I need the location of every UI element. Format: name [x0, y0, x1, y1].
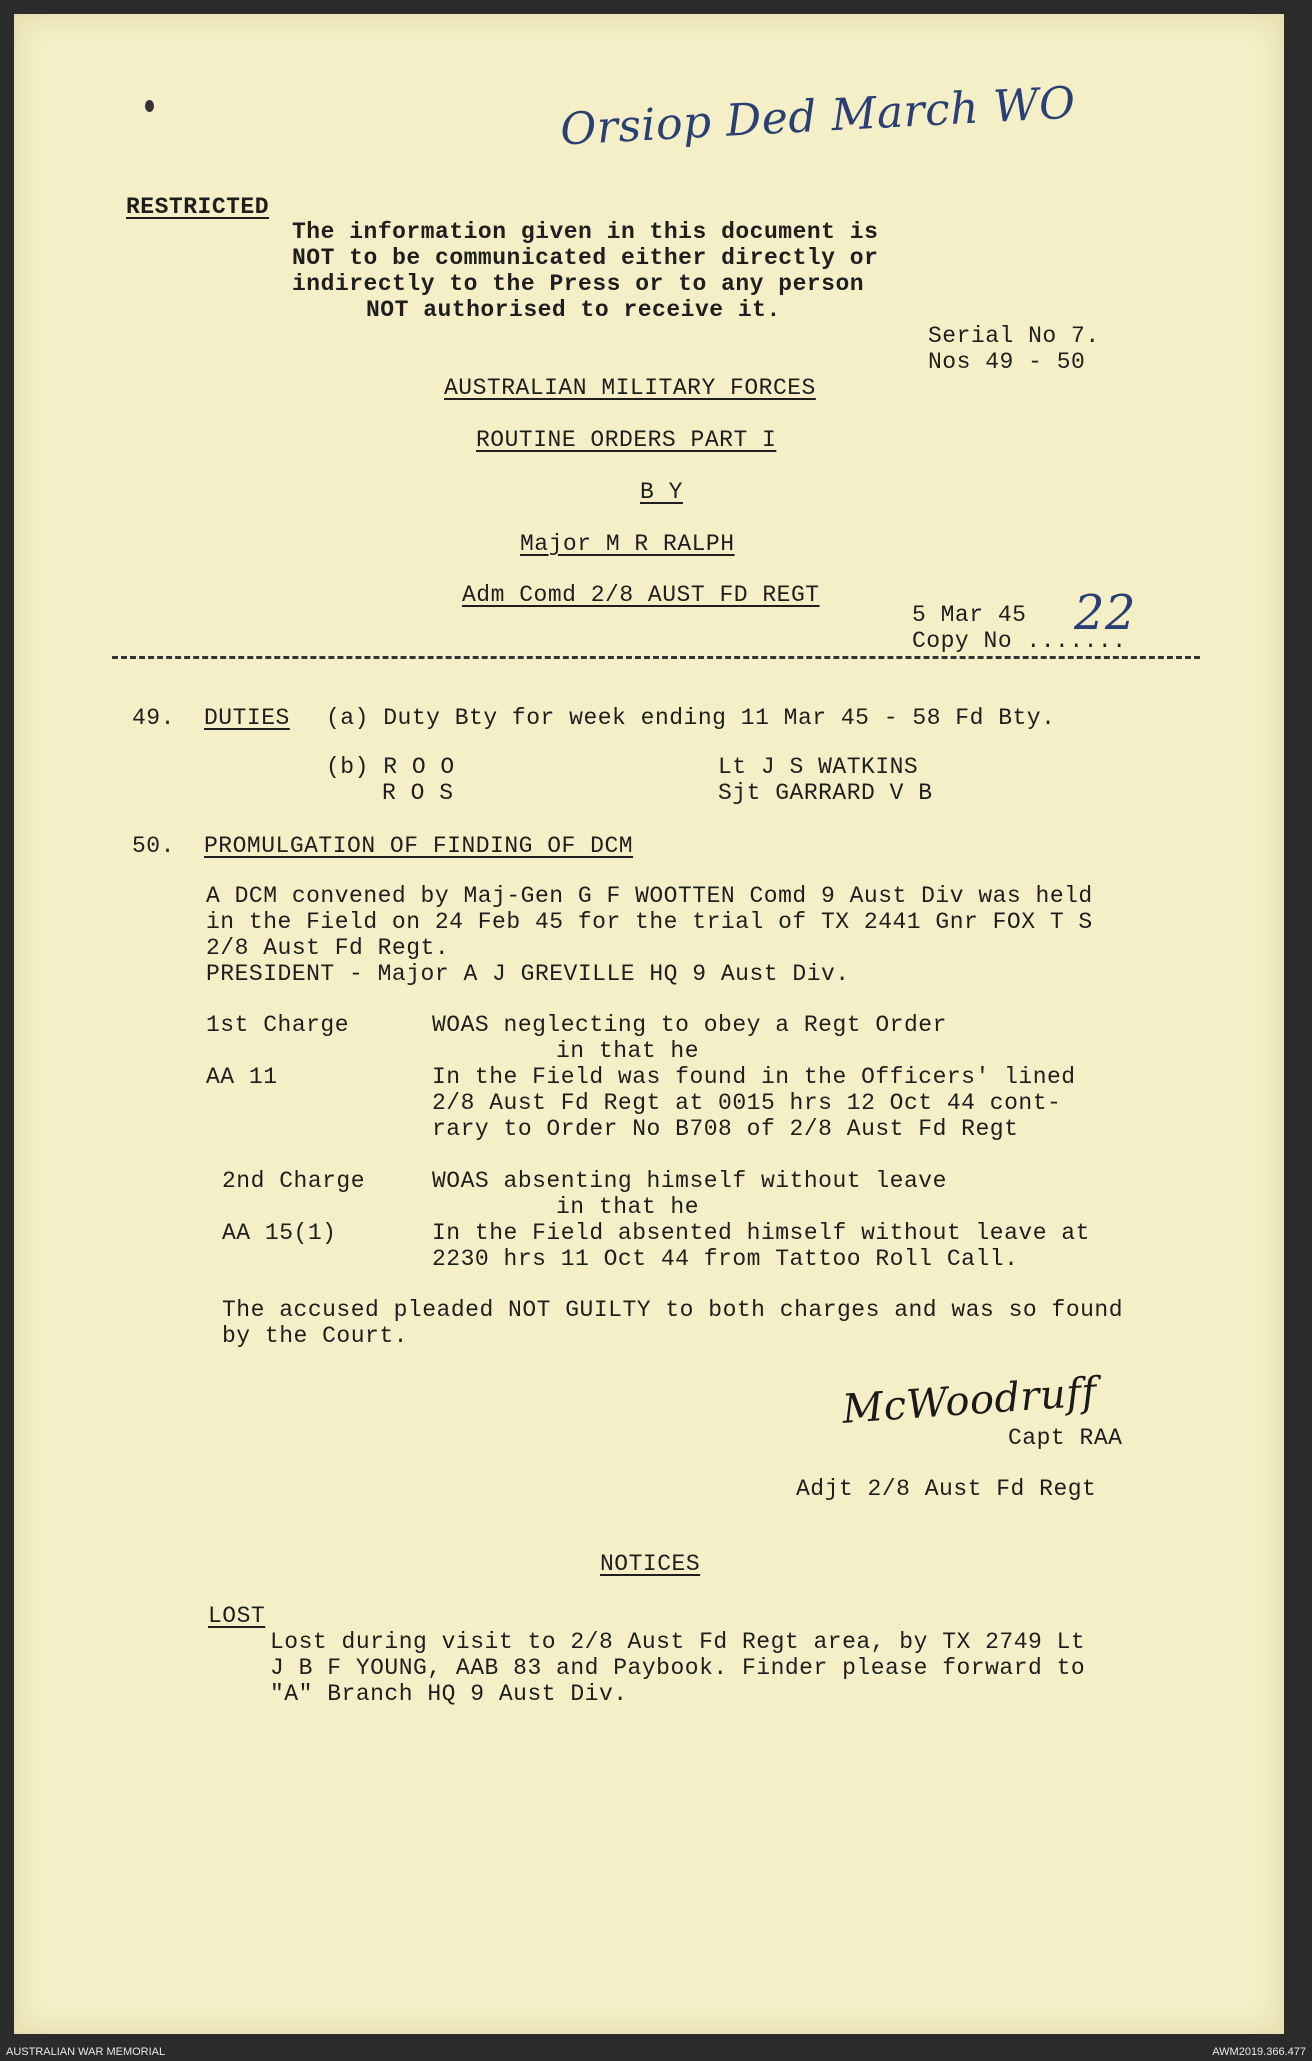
caveat-line-1: The information given in this document is — [292, 219, 879, 245]
signature: McWoodruff — [840, 1369, 1099, 1433]
order-numbers: Nos 49 - 50 — [928, 349, 1086, 375]
finding-line-1: The accused pleaded NOT GUILTY to both charges and was so found — [222, 1297, 1124, 1323]
order-49-item-a: (a) Duty Bty for week ending 11 Mar 45 - 58 Fd Bty. — [326, 705, 1056, 731]
command-line: Adm Comd 2/8 AUST FD REGT — [462, 582, 820, 608]
charge-2-section: AA 15(1) — [222, 1220, 337, 1246]
document-title: ROUTINE ORDERS PART I — [476, 427, 777, 453]
handwritten-note: Orsiop Ded March WO — [558, 77, 1077, 156]
charge-2-line-2: in that he — [556, 1194, 700, 1220]
charge-1-section: AA 11 — [206, 1064, 278, 1090]
lost-text-3: "A" Branch HQ 9 Aust Div. — [270, 1681, 628, 1707]
section-divider — [112, 656, 1200, 659]
charge-2-detail-1: In the Field absented himself without leave at — [432, 1220, 1090, 1246]
charge-1-line-1: WOAS neglecting to obey a Regt Order — [432, 1012, 947, 1038]
caveat-line-3: indirectly to the Press or to any person — [292, 271, 865, 297]
footer-institution: AUSTRALIAN WAR MEMORIAL — [6, 2046, 166, 2058]
organisation-title: AUSTRALIAN MILITARY FORCES — [444, 375, 816, 401]
lost-text-1: Lost during visit to 2/8 Aust Fd Regt area, by TX 2749 Lt — [270, 1629, 1086, 1655]
caveat-line-4: NOT authorised to receive it. — [366, 297, 781, 323]
by-line: B Y — [640, 479, 683, 505]
copy-number-label: Copy No ....... — [912, 628, 1127, 654]
charge-2-detail-2: 2230 hrs 11 Oct 44 from Tattoo Roll Call. — [432, 1246, 1019, 1272]
order-50-number: 50. — [132, 833, 175, 859]
lost-heading: LOST — [208, 1603, 266, 1629]
order-49-item-b-roo: (b) R O O — [326, 754, 455, 780]
charge-1-detail-3: rary to Order No B708 of 2/8 Aust Fd Regt — [432, 1116, 1019, 1142]
classification-label: RESTRICTED — [126, 194, 270, 220]
charge-2-label: 2nd Charge — [222, 1168, 366, 1194]
signatory-rank: Capt RAA — [1008, 1425, 1123, 1451]
charge-1-line-2: in that he — [556, 1038, 700, 1064]
issuing-officer: Major M R RALPH — [520, 531, 735, 557]
order-50-heading: PROMULGATION OF FINDING OF DCM — [204, 833, 634, 859]
order-50-intro-3: 2/8 Aust Fd Regt. — [206, 935, 450, 961]
charge-1-detail-2: 2/8 Aust Fd Regt at 0015 hrs 12 Oct 44 cont- — [432, 1090, 1062, 1116]
caveat-line-2: NOT to be communicated either directly or — [292, 245, 879, 271]
order-49-item-b-ros: R O S — [382, 780, 454, 806]
copy-number-handwritten: 22 — [1074, 585, 1137, 641]
order-50-intro-2: in the Field on 24 Feb 45 for the trial of TX 2441 Gnr FOX T S — [206, 909, 1093, 935]
charge-1-label: 1st Charge — [206, 1012, 350, 1038]
notices-heading: NOTICES — [600, 1551, 701, 1577]
order-50-president: PRESIDENT - Major A J GREVILLE HQ 9 Aust Div. — [206, 961, 850, 987]
document-date: 5 Mar 45 — [912, 602, 1027, 628]
lost-text-2: J B F YOUNG, AAB 83 and Paybook. Finder please forward to — [270, 1655, 1086, 1681]
order-50-intro-1: A DCM convened by Maj-Gen G F WOOTTEN Comd 9 Aust Div was held — [206, 883, 1093, 909]
signatory-appointment: Adjt 2/8 Aust Fd Regt — [796, 1476, 1097, 1502]
order-49-roo-name: Lt J S WATKINS — [718, 754, 919, 780]
serial-number: Serial No 7. — [928, 323, 1100, 349]
order-49-ros-name: Sjt GARRARD V B — [718, 780, 933, 806]
ink-blot — [145, 100, 154, 112]
footer-accession-number: AWM2019.366.477 — [1212, 2046, 1306, 2058]
charge-2-line-1: WOAS absenting himself without leave — [432, 1168, 947, 1194]
order-49-number: 49. — [132, 705, 175, 731]
order-49-heading: DUTIES — [204, 705, 290, 731]
finding-line-2: by the Court. — [222, 1323, 408, 1349]
charge-1-detail-1: In the Field was found in the Officers' lined — [432, 1064, 1076, 1090]
